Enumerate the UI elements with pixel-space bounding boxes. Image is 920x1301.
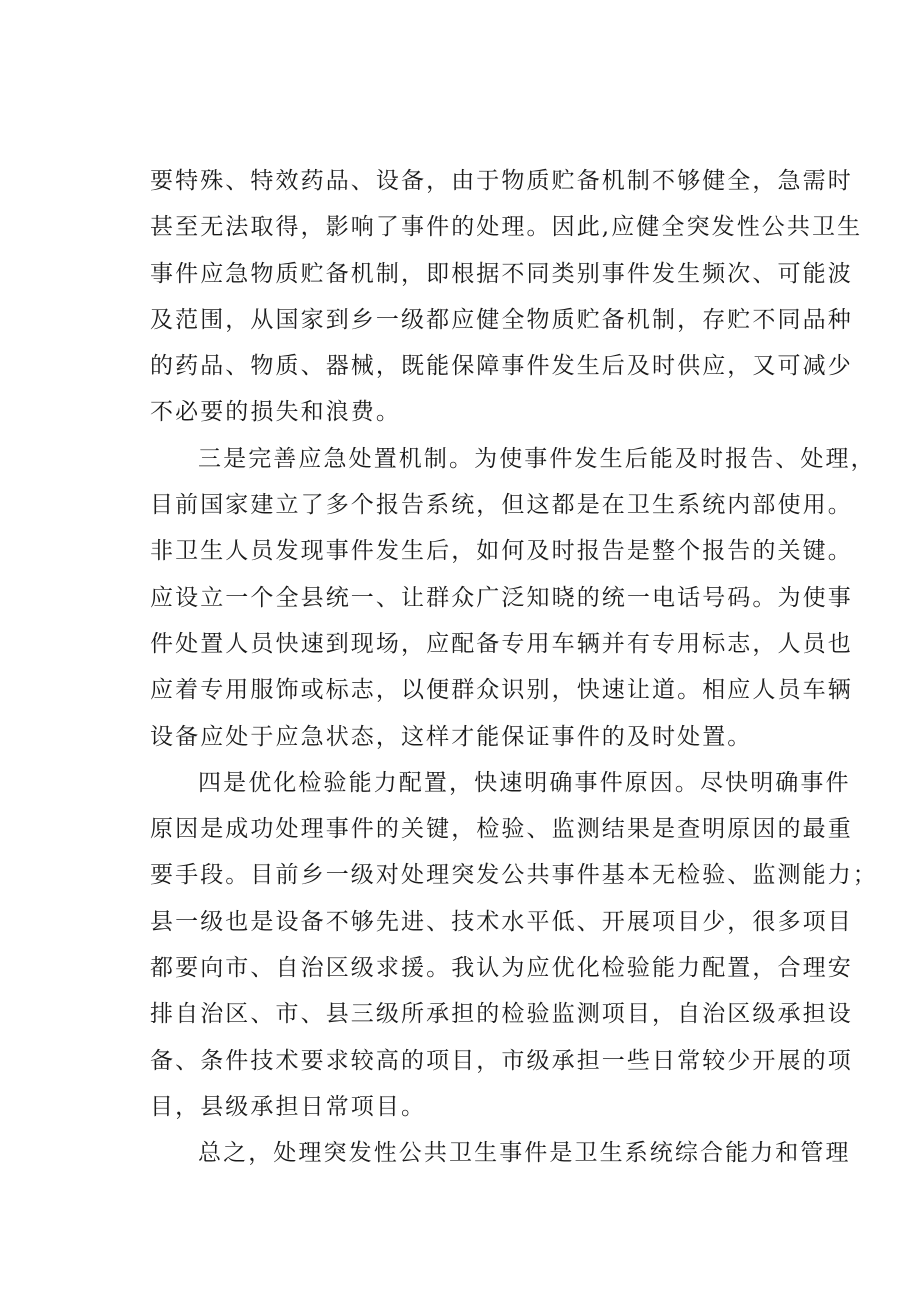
text-line: 及范围，从国家到乡一级都应健全物质贮备机制，存贮不同品种	[150, 306, 853, 333]
paragraph-2	[150, 436, 876, 760]
text-line: 设备应处于应急状态，这样才能保证事件的及时处置。	[150, 723, 753, 750]
text-line: 件处置人员快速到现场，应配备专用车辆并有专用标志，人员也	[150, 630, 853, 657]
text-line: 要手段。目前乡一级对处理突发公共事件基本无检验、监测能力；	[150, 862, 878, 889]
paragraph-3	[150, 760, 878, 1130]
text-line: 不必要的损失和浪费。	[150, 399, 401, 426]
text-line: 应设立一个全县统一、让群众广泛知晓的统一电话号码。为使事	[150, 584, 853, 611]
text-line: 要特殊、特效药品、设备，由于物质贮备机制不够健全，急需时	[150, 168, 853, 194]
text-line: 非卫生人员发现事件发生后，如何及时报告是整个报告的关键。	[150, 538, 853, 565]
paragraph-4	[150, 1130, 851, 1176]
document-body	[150, 158, 878, 1177]
paragraph-1	[150, 158, 863, 436]
text-line-first: 四是优化检验能力配置，快速明确事件原因。尽快明确事件	[198, 769, 851, 796]
text-line: 都要向市、自治区级求援。我认为应优化检验能力配置，合理安	[150, 955, 853, 982]
text-line: 事件应急物质贮备机制，即根据不同类别事件发生频次、可能波	[150, 260, 853, 287]
text-line-first: 三是完善应急处置机制。为使事件发生后能及时报告、处理，	[198, 445, 876, 472]
text-line: 目前国家建立了多个报告系统，但这都是在卫生系统内部使用。	[150, 492, 853, 519]
text-line: 县一级也是设备不够先进、技术水平低、开展项目少，很多项目	[150, 908, 853, 935]
text-line: 备、条件技术要求较高的项目，市级承担一些日常较少开展的项	[150, 1047, 853, 1074]
text-line: 的药品、物质、器械，既能保障事件发生后及时供应，又可减少	[150, 353, 853, 380]
text-line: 目，县级承担日常项目。	[150, 1093, 427, 1120]
text-line: 原因是成功处理事件的关键，检验、监测结果是查明原因的最重	[150, 816, 853, 843]
text-line: 排自治区、市、县三级所承担的检验监测项目，自治区级承担设	[150, 1001, 853, 1028]
text-line-first: 总之，处理突发性公共卫生事件是卫生系统综合能力和管理	[198, 1140, 851, 1167]
text-line: 甚至无法取得，影响了事件的处理。因此,应健全突发性公共卫生	[150, 214, 863, 241]
text-line: 应着专用服饰或标志，以便群众识别，快速让道。相应人员车辆	[150, 677, 853, 704]
